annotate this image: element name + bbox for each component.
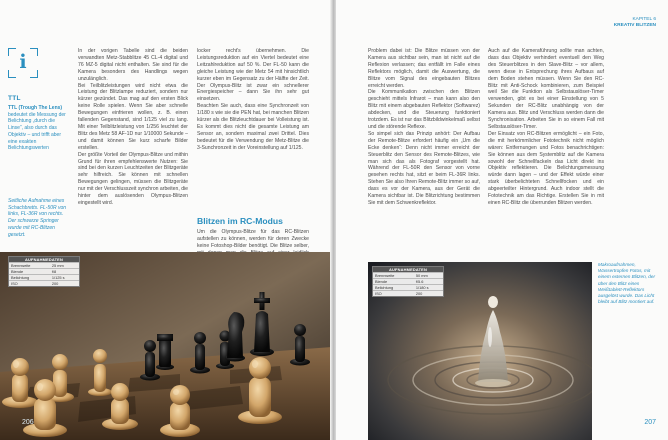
exif-table <box>373 272 443 296</box>
page-number-right: 207 <box>644 419 656 426</box>
chess-photo <box>0 252 332 440</box>
exif-value: 200 <box>414 291 443 297</box>
info-icon: i <box>8 48 38 78</box>
water-drop-photo <box>368 262 592 440</box>
exif-key: Belichtung <box>9 275 50 281</box>
left-column-1 <box>78 48 188 207</box>
exif-value: 25 mm <box>50 263 79 269</box>
exif-table <box>9 262 79 286</box>
exif-value: 200 <box>50 281 79 287</box>
chess-exif-box <box>8 256 80 287</box>
paragraph: Bei Teilblitzleistungen wird nicht etwa die Leistung der Blitzlampe reduziert, sondern nur kürzer gezündet. Das mag auf den ersten Blick keine Rolle spielen. Wenn Sie aber schnelle Bewegungen einfrieren wollen, z. B. einen fallenden Gegenstand, sind 1/125 viel zu lang. Mit einer Teilblitzleistung von 1/256 leuchtet der Blitz des Metz 58 AF-1D nur 1/10000 Sekunde – und damit können Sie kurz scharfe Bilder erstellen. <box>78 82 188 151</box>
left-page <box>0 0 332 440</box>
chapter-title: KREATIV BLITZEN <box>613 23 656 29</box>
paragraph: locker recht's übernehmen. Die Leistungsreduktion auf ein Viertel bedeutet eine Leitzahlreduktion auf 50 %. Der FL-50 kann die gleiche Leistung wie der Metz 54 mit hinsichtlich kurzer eben im Gegensatz zu der Hälfte der Zeit. Der Olympus-Blitz ist zwar ein schnellerer Energiespeicher – dann Sie ihn sehr gut einsetzen. <box>197 48 309 103</box>
exif-value: 1/125 s <box>50 275 79 281</box>
exif-value: 50 mm <box>414 273 443 279</box>
ttl-text: bedeutet die Messung der Belichtung „durch die Linse“, also durch das Objektiv – und trifft aber eine exakten Belichtungswerten <box>8 111 66 152</box>
paragraph: Die Kommunikation zwischen den Blitzen geschieht mittels Infrarot – man kann also den Blitz mit einem abgebauten Reflektor (Softwarez) abdecken, und die Steuerung funktioniert trotzdem. Es ist nur das Blitzbildwinkelmaß selbst und die störende Reflexe. <box>368 89 480 130</box>
exif-key: ISO <box>9 281 50 287</box>
exif-title: AUFNAHMEDATEN <box>373 267 443 272</box>
paragraph: Beachten Sie auch, dass eine Synchronzeit von 1/180 s wie sie die PEN hat, bei manchen Blitzen kürzer als die Blitzleuchtdauer bei Volleistung ist. Es kommt dies nicht die gesamte Leistung am Sensor an, sondern maximal zwei Drittel. Dies bedeutet für die Verwendung der Metz-Blitze die 3-Sunchronzeit in der Voreinstellung auf 1/125. <box>197 103 309 151</box>
paragraph: Der Einsatz von RC-Blitzen ermöglicht – ein Foto, die mit herkömmlicher Fototechnik nicht möglich wären: Entfernungen und Fotos benachrichtigen: Sie können aus dem Systemblitz auf die Kamera sowohl der Schnellfackeln das Licht direkt ins Objektiv reflektieren. Die Belichtungsmessung würde dann lagen – und der Effekt würde einer stark überbelichteten Schnellfocken und ein abgeerteilter Hintergrund. Auch indoor stellt die Fototechnik am das Richtige. Erstellen Sie in mit einen RC-Blitz die überrunden Blitzen werden. <box>488 130 604 206</box>
exif-value: f/8 <box>50 269 79 275</box>
exif-title: AUFNAHMEDATEN <box>9 257 79 262</box>
ttl-label: TTL <box>8 95 21 102</box>
right-column-2 <box>488 48 604 207</box>
left-column-2 <box>197 48 309 152</box>
right-page <box>336 0 668 440</box>
section-heading: Blitzen im RC-Modus <box>197 216 283 226</box>
exif-key: Brennweite <box>9 263 50 269</box>
exif-key: ISO <box>373 291 414 297</box>
exif-row <box>9 281 79 287</box>
paragraph: In der vorigen Tabelle sind die beiden verwandten Metz-Stabblitze 45 CL-4 digital und 76 MZ-5 digital nicht enthalten. Sie sind für die Kamera besonders des Handlings wegen unzulänglich. <box>78 48 188 82</box>
ttl-note <box>8 105 70 152</box>
ttl-heading: TTL (Trough The Lens) <box>8 105 63 111</box>
exif-row <box>373 291 443 297</box>
drop-caption: Makroaufnahmen, Wassertropfen Fotos, mit einem externen Blitzen, der über den Blitz eines Weißtablett-Reflektors ausgelöst wurde. Das Licht bleibt auf Blitz montiert auf. <box>598 262 656 305</box>
paragraph: Um die Olympus-Blitze für das RC-Blitzen aufstellen zu können, werden für deren Zwecke keine Fotoshop-Bilder benötigt. Die Blitze selber, <box>197 229 309 249</box>
exif-key: Brennweite <box>373 273 414 279</box>
exif-key: Belichtung <box>373 285 414 291</box>
exif-key: Blende <box>9 269 50 275</box>
drop-exif-box <box>372 266 444 297</box>
chapter-tag <box>614 17 656 30</box>
paragraph: So simpel sich das Prinzip anhört: Der Aufbau der Remote-Blitze erfordert häufig ein „Um die Ecke denken“: Denn nicht immer erreicht der Steuerblitz den Sensor des Remote-Blitzes, wie man sich das als Fotograf vorgestellt hat. Während der FL-50R den Sensor von vorne gesehen rechts hat, sitzt er beim FL-36R links. Stehen Sie also Ihren Remote-Blitz immer so auf, dass es vor der Kamera, aus der Gerät die Kamera sichtbar ist. Die Blitzrichtung bestimmen Sie mit dem Schwenkreflektor. <box>368 130 480 206</box>
page-number-left: 206 <box>22 419 34 426</box>
paragraph: Problem dabei ist: Die Blitze müssen von der Kamera aus sichtbar sein, man ist nicht auf die Reflexion verlassen; das entfällt im Falle eines Reflektors möglich, damit die Auswertung, die Blitze vom Signal des eingebauten Blitzes erreicht werden. <box>368 48 480 89</box>
exif-key: Blende <box>373 279 414 285</box>
chess-caption: Seitliche Aufnahme eines Schachbretts. FL-50R von links, FL-36R von rechts. Der schwarze Springer wurde mit RC-Blitzen gesetzt. <box>8 198 67 238</box>
exif-value: 1/180 s <box>414 285 443 291</box>
paragraph: Der größte Vorteil der Olympus-Blitze und mithin Grund für ihren empfehlenswerte Nutzen: Sie sind bei den kurzen Leuchtzeiten der Blitzgeräte sehr hilfreich. Sie können mit schnellen Bewegungen gelingen, müssen die Blitzgeräte nur mit der Verschlusszeit synchron arbeiten, die hinter dem auslösenden Olympus-Blitzen eingestellt wird. <box>78 151 188 206</box>
exif-value: f/5.6 <box>414 279 443 285</box>
paragraph: Auch auf die Kameraführung sollte man achten, dass das Objektiv verhindert eventuell den Weg des Steuerblitzes in den Slave-Blitz – vor allem, wenn diese in Entsprechung ihres Aufbaus auf dem Boden stehen müssen. Wenn Sie den RC-Blitz mit Anti-Schock kombinieren, zum Beispiel weil Sie die Funktion als Selbstauslöser-Timer verwenden, gibt es bei einer Einstellung von 5 Sekunden der RC-Blitz unabhängig von der Kamera aus. Blitz und Verschluss werden dann die Synchronisation. Arbeiten Sie in so einem Fall mit Selbstauslöser-Timer. <box>488 48 604 130</box>
right-column-1 <box>368 48 480 207</box>
chapter-number: KAPITEL 6 <box>632 17 656 22</box>
